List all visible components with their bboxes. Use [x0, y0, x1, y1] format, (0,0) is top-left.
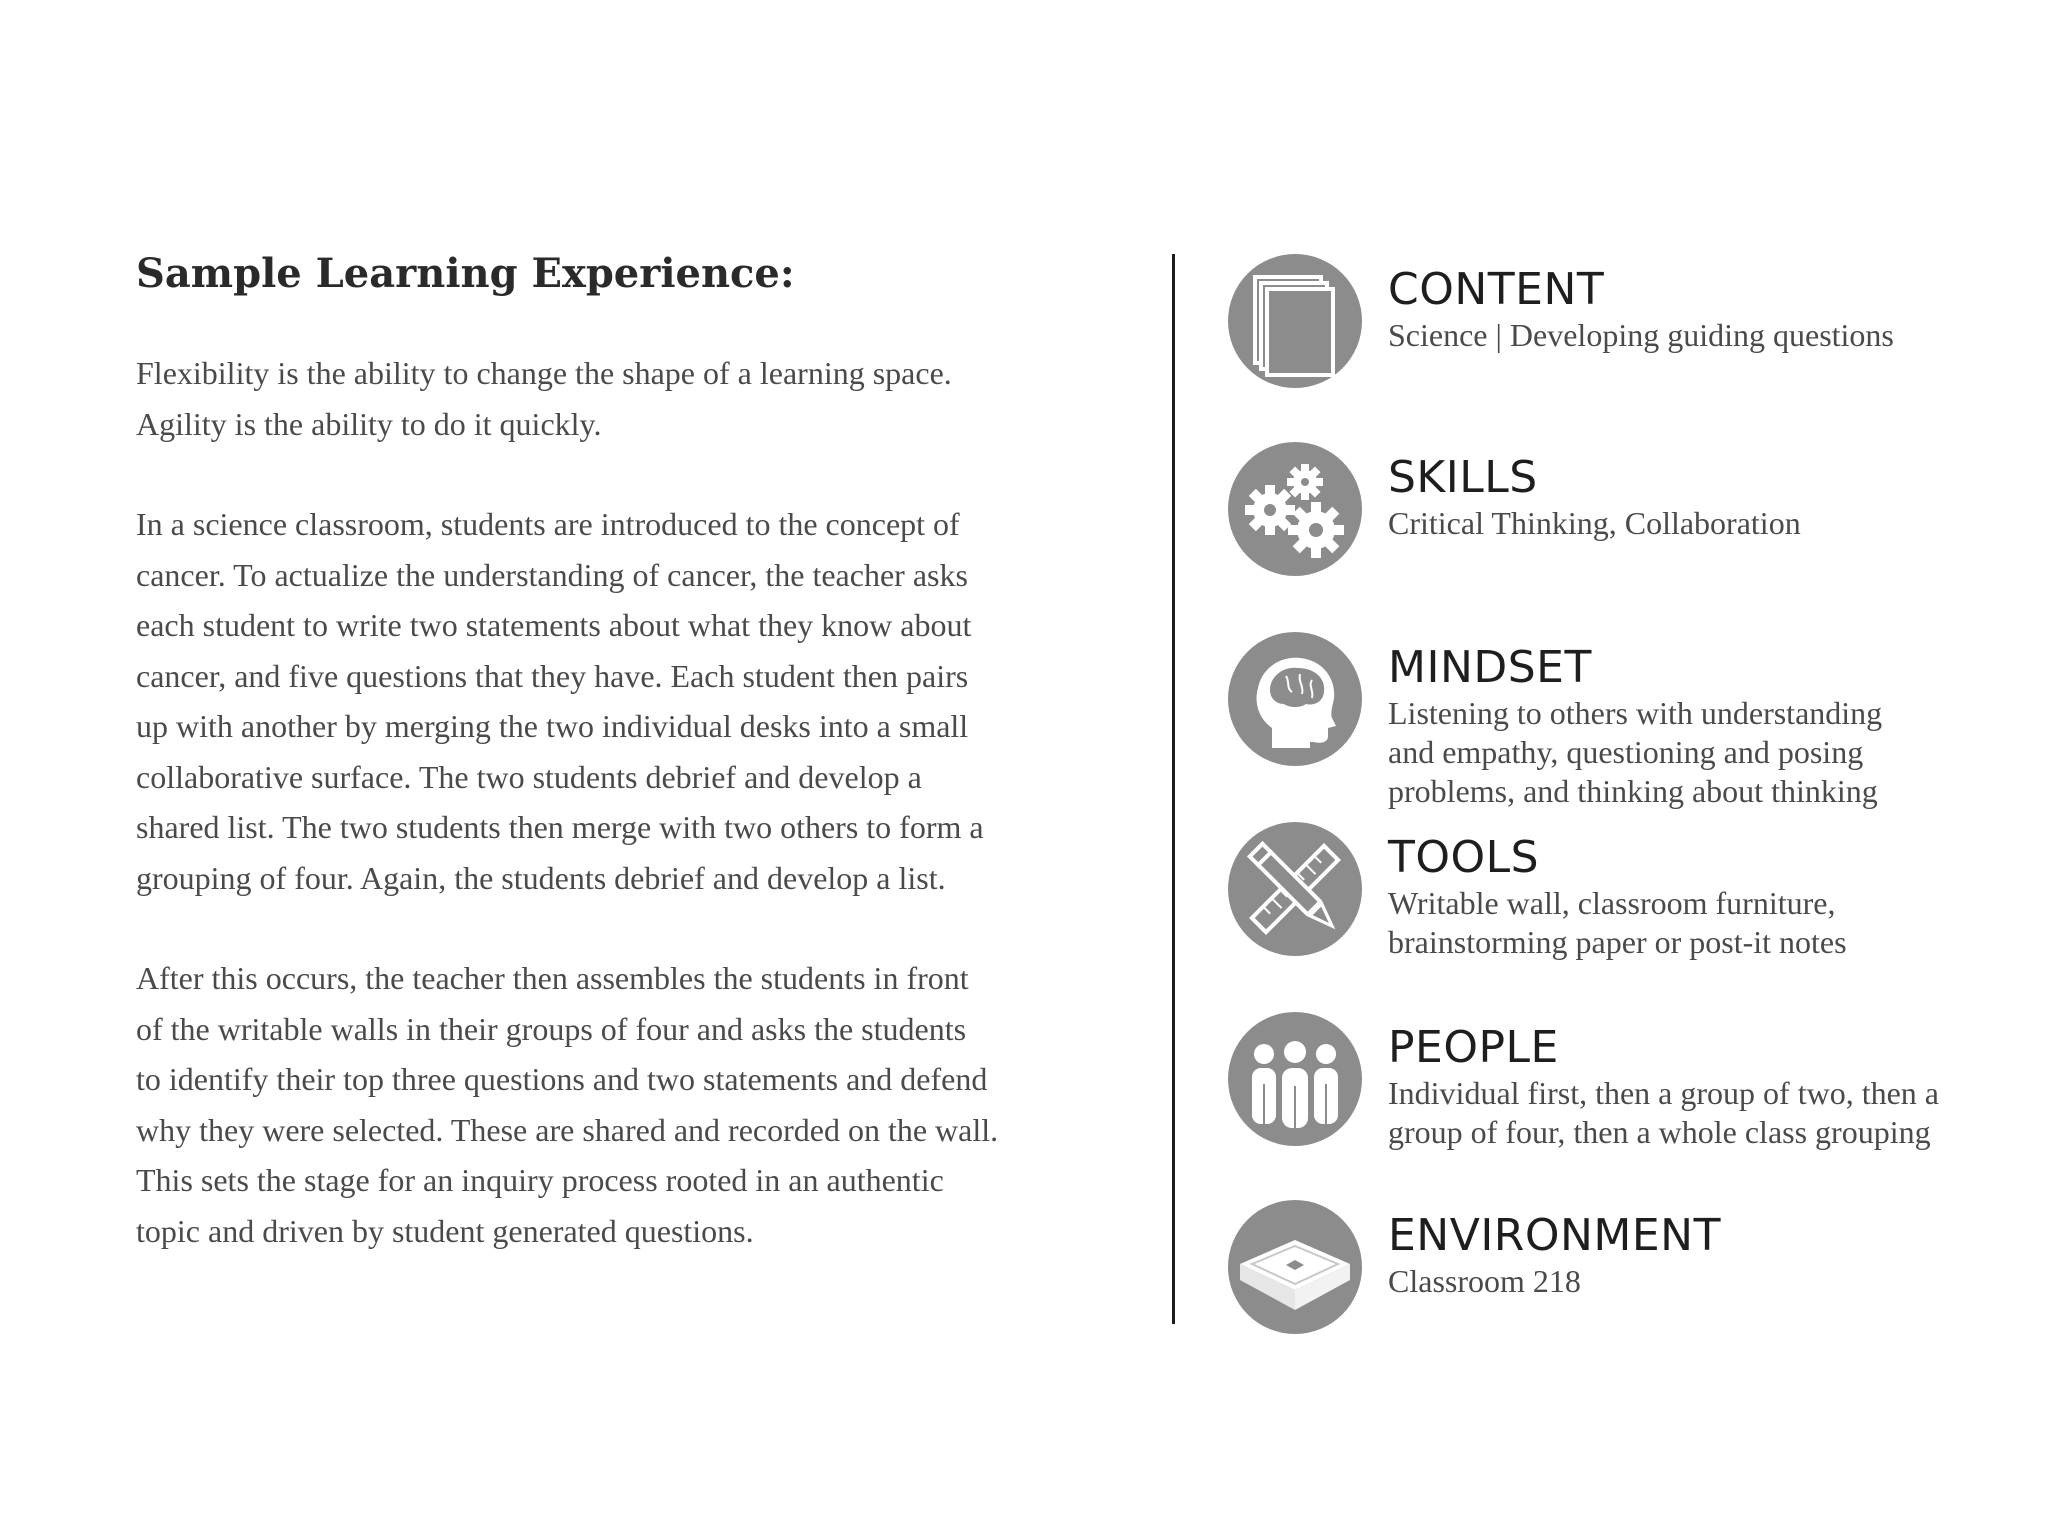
text-line: of the writable walls in their groups of four and asks the students [136, 1010, 967, 1047]
room-box-icon [1228, 1200, 1362, 1334]
desc-line: Writable wall, classroom furniture, [1388, 885, 1836, 921]
text-line: cancer, and five questions that they have. Each student then pairs [136, 657, 969, 694]
text-line: why they were selected. These are shared and recorded on the wall. [136, 1111, 999, 1148]
category-environment [1228, 1200, 2008, 1340]
desc-line: Individual first, then a group of two, then a [1388, 1075, 1939, 1111]
paragraph-science-classroom [136, 499, 1056, 903]
desc-line: group of four, then a whole class grouping [1388, 1114, 1931, 1150]
desc-line: brainstorming paper or post-it notes [1388, 924, 1847, 960]
category-skills [1228, 442, 2008, 582]
paragraph-writable-walls [136, 953, 1056, 1256]
desc-line: Critical Thinking, Collaboration [1388, 505, 1801, 541]
text-line: This sets the stage for an inquiry process rooted in an authentic [136, 1162, 944, 1198]
category-title: MINDSET [1388, 642, 1592, 693]
document-stack-icon [1228, 254, 1362, 388]
desc-line: problems, and thinking about thinking [1388, 773, 1878, 809]
category-people [1228, 1012, 2008, 1152]
text-line: In a science classroom, students are introduced to the concept of [136, 506, 960, 542]
category-description [1388, 1074, 1939, 1152]
pencil-ruler-icon [1228, 822, 1362, 956]
text-line: Flexibility is the ability to change the shape of a learning space. [136, 355, 952, 391]
desc-line: and empathy, questioning and posing [1388, 734, 1864, 770]
category-description [1388, 1262, 1581, 1301]
text-line: up with another by merging the two individual desks into a small [136, 708, 969, 744]
category-tools [1228, 822, 2008, 962]
text-line: After this occurs, the teacher then assembles the students in front [136, 960, 969, 996]
text-line: topic and driven by student generated questions. [136, 1212, 754, 1249]
text-line: collaborative surface. The two students debrief and develop a [136, 758, 922, 795]
text-line: cancer. To actualize the understanding of cancer, the teacher asks [136, 556, 968, 593]
text-line: Agility is the ability to do it quickly. [136, 405, 602, 442]
category-title: SKILLS [1388, 452, 1538, 503]
vertical-divider [1172, 254, 1175, 1324]
desc-line: Listening to others with understanding [1388, 695, 1883, 731]
people-group-icon [1228, 1012, 1362, 1146]
text-line: shared list. The two students then merge with two others to form a [136, 809, 984, 845]
category-content [1228, 254, 2008, 394]
page-heading: Sample Learning Experience: [136, 250, 795, 297]
category-description [1388, 316, 1894, 355]
desc-line: Science | Developing guiding questions [1388, 317, 1894, 353]
paragraph-flexibility [136, 348, 1056, 449]
category-title: PEOPLE [1388, 1022, 1559, 1073]
gears-icon [1228, 442, 1362, 576]
text-line: each student to write two statements about what they know about [136, 607, 972, 643]
text-line: grouping of four. Again, the students debrief and develop a list. [136, 859, 946, 896]
head-brain-icon [1228, 632, 1362, 766]
category-description [1388, 694, 1882, 811]
category-description [1388, 884, 1847, 962]
text-line: to identify their top three questions and two statements and defend [136, 1061, 988, 1097]
learning-experience-panel [136, 246, 1056, 1256]
category-title: CONTENT [1388, 264, 1605, 315]
category-mindset [1228, 632, 2008, 809]
category-title: ENVIRONMENT [1388, 1210, 1721, 1261]
category-title: TOOLS [1388, 832, 1540, 883]
desc-line: Classroom 218 [1388, 1263, 1581, 1299]
category-description [1388, 504, 1801, 543]
